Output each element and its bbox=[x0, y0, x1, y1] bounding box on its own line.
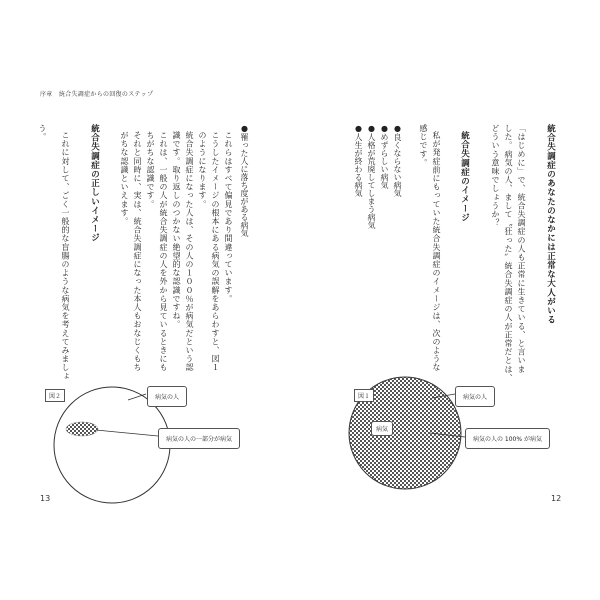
left-section-heading: 統合失調症の正しいイメージ bbox=[89, 124, 100, 243]
right-section-heading: 統合失調症のイメージ bbox=[459, 131, 470, 222]
left-column-9: がちな認識といえます。 bbox=[120, 131, 129, 226]
right-bullet-1: ●良くならない病気 bbox=[393, 124, 402, 197]
left-column-1: これらはすべて偏見であり間違っています。 bbox=[224, 131, 233, 303]
fig1-callout-all-sick: 病気の人の 100% が病気 bbox=[465, 428, 550, 449]
page-number-right: 12 bbox=[551, 494, 562, 503]
fig1-callout-sick-person: 病気の人 bbox=[455, 386, 495, 407]
right-column-4: 私が発症前にもっていた統合失調症のイメージは、次のような bbox=[432, 131, 441, 372]
left-bullet-heading: ●罹った人に落ち度がある病気 bbox=[240, 124, 249, 237]
right-bullet-4: ●人生が終わる病気 bbox=[354, 124, 363, 197]
page-number-left: 13 bbox=[40, 494, 51, 503]
left-column-5: 識です。取り返しのつかない絶望的な認識ですね。 bbox=[172, 131, 181, 329]
right-chapter-heading: 統合失調症のあなたのなかには正常な大人がいる bbox=[545, 124, 556, 325]
right-bullet-3: ●人格が荒廃してしまう病気 bbox=[367, 124, 376, 229]
fig2-callout-part-sick: 病気の人の一部分が病気 bbox=[158, 428, 240, 449]
left-column-4: 統合失調症になった人は、その人の１００％が病気だという認 bbox=[185, 131, 194, 372]
left-column-7: ちがちな認識です。 bbox=[146, 131, 155, 209]
right-column-1: 「はじめに」で、統合失調症の人も正常に生きている、と言いま bbox=[517, 124, 526, 374]
left-column-6: これは、一般の人が統合失調症の人を外から見ているときにも bbox=[159, 131, 168, 372]
right-column-3: どういう意味でしょうか？ bbox=[491, 124, 500, 228]
fig2-label: 図２ bbox=[45, 389, 65, 402]
left-column-2: こうしたイメージの根本にある病気の誤解をあらわすと、図１ bbox=[211, 131, 220, 372]
left-column-10: これに対して、ごく一般的な盲腸のような病気を考えてみましょ bbox=[61, 131, 70, 381]
right-bullet-2: ●めずらしい病気 bbox=[380, 124, 389, 189]
right-column-2: した。病気の人、まして〝狂った〟統合失調症の人が正常だとは、 bbox=[504, 124, 513, 382]
left-column-3: のようになります。 bbox=[198, 131, 207, 209]
running-header: 序章 統合失調症からの回復のステップ bbox=[40, 91, 154, 98]
fig2-disease-spot bbox=[66, 422, 98, 436]
right-column-5: 感じです。 bbox=[419, 124, 428, 167]
fig1-label: 図１ bbox=[354, 389, 374, 402]
fig2-callout-sick-person: 病気の人 bbox=[147, 386, 187, 407]
left-column-8: それと同時に、実は、統合失調症になった本人もおなじくもち bbox=[133, 131, 142, 372]
fig1-inner-label: 病気 bbox=[371, 421, 393, 436]
left-column-11: う。 bbox=[38, 124, 47, 142]
